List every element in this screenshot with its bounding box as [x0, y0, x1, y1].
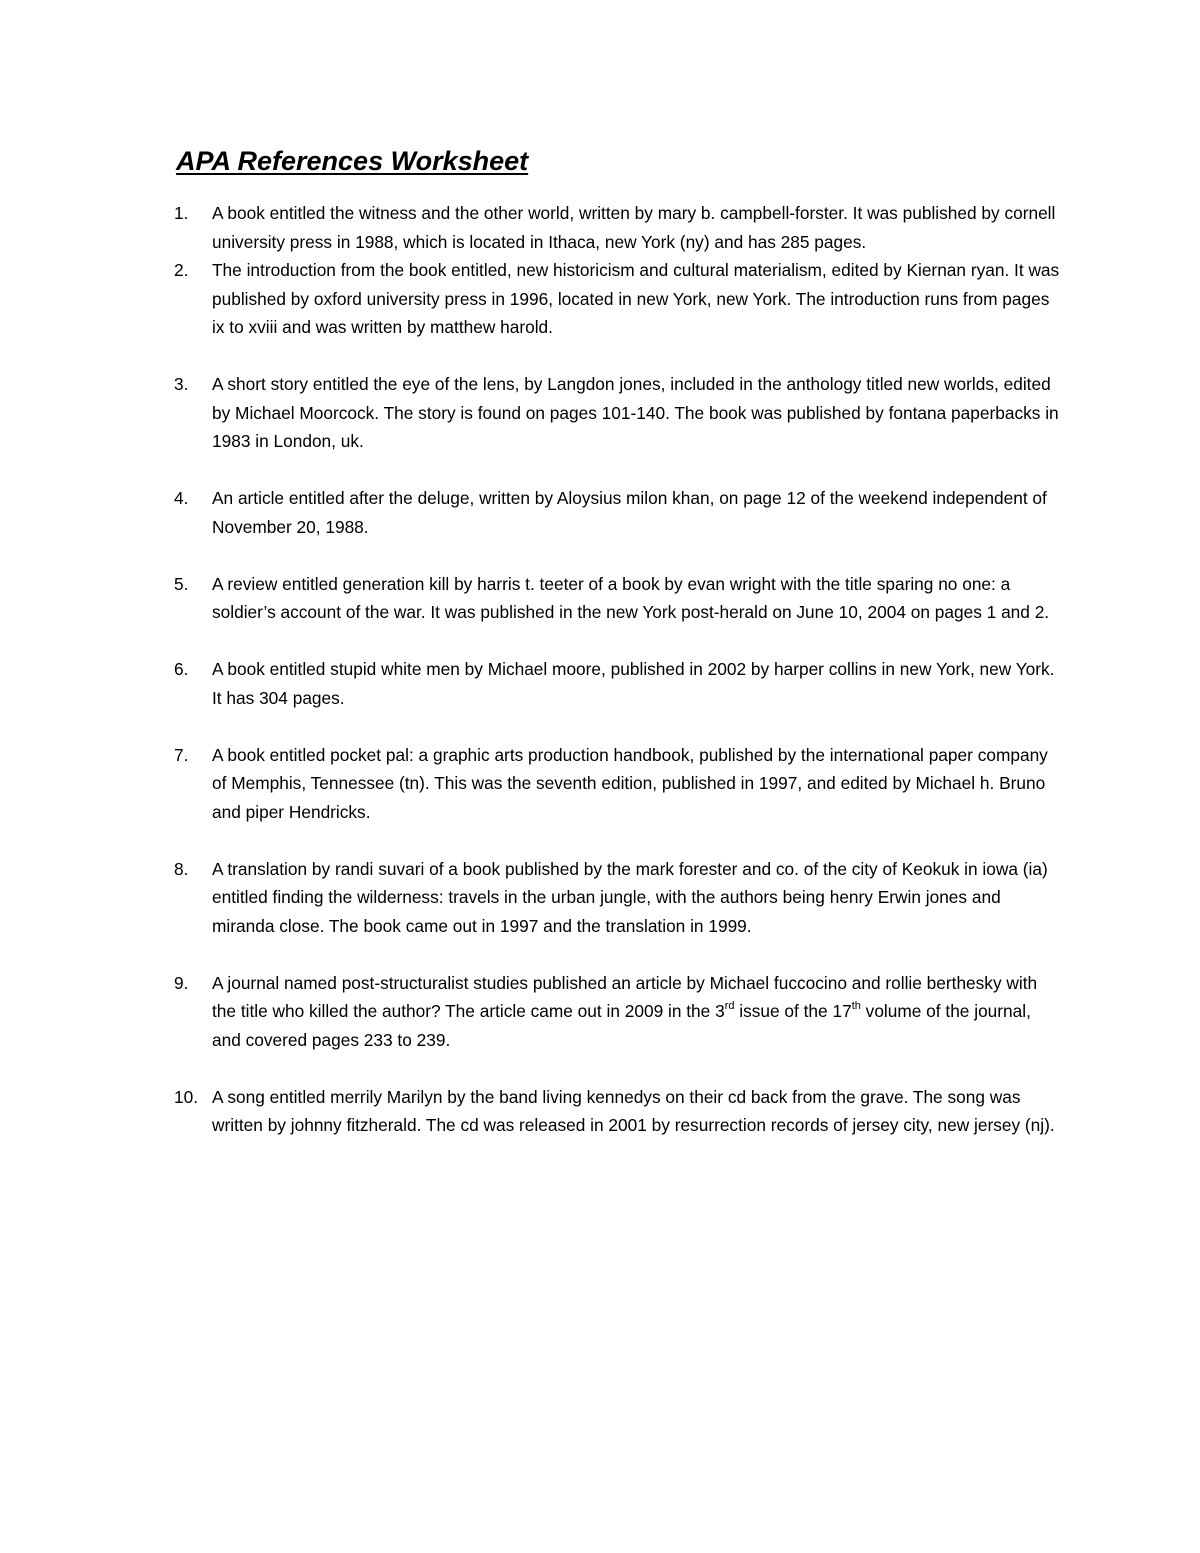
item-text-part: volume of the journal, and covered pages 233 to 239. [212, 1001, 1031, 1050]
list-item-3 [174, 370, 1064, 456]
item-number: 1. [174, 203, 189, 223]
list-item-9 [174, 969, 1064, 1055]
item-number: 7. [174, 744, 189, 765]
item-number: 5. [174, 573, 189, 594]
list-item-8 [174, 855, 1064, 941]
item-text-part: A journal named post-structuralist studies published an article by Michael fuccocino and rollie berthesky with the title who killed the author? The article came out in 2009 in the 3 [212, 972, 1038, 1021]
ordinal-suffix: rd [724, 1000, 735, 1013]
item-number: 2. [174, 260, 189, 280]
list-item-6 [174, 655, 1064, 712]
item-text: A book entitled stupid white men by Michael moore, published in 2002 by harper collins in new York, new York. It has 304 pages. [212, 659, 1055, 708]
list-item-2 [174, 256, 1064, 342]
item-number: 9. [174, 972, 189, 993]
item-text-part: issue of the 17 [734, 1001, 852, 1021]
item-text: A translation by randi suvari of a book published by the mark forester and co. of the city of Keokuk in iowa (ia) entitled finding the wilderness: travels in the urban jungle, with the authors being henry Erwin jones and miranda close. The book came out in 1997 and the translation in 1999. [212, 858, 1048, 936]
item-text [212, 973, 1037, 1050]
list-item-4 [174, 484, 1064, 541]
item-text: A short story entitled the eye of the lens, by Langdon jones, included in the anthology titled new worlds, edited by Michael Moorcock. The story is found on pages 101-140. The book was published by fontana paperbacks in 1983 in London, uk. [212, 374, 1059, 451]
ordinal-suffix: th [851, 1000, 861, 1013]
list-item-5 [174, 570, 1064, 627]
item-text: A book entitled pocket pal: a graphic arts production handbook, published by the international paper company of Memphis, Tennessee (tn). This was the seventh edition, published in 1997, and edited by Michael h. Bruno and piper Hendricks. [212, 744, 1048, 822]
item-text: The introduction from the book entitled, new historicism and cultural materialism, edited by Kiernan ryan. It was published by oxford university press in 1996, located in new York, new York. The introduction runs from pages ix to xviii and was written by matthew harold. [212, 260, 1060, 337]
list-item-1 [174, 199, 1064, 256]
item-number: 3. [174, 374, 189, 394]
reference-list [174, 199, 1064, 1140]
item-number: 10. [174, 1086, 199, 1107]
item-text: A review entitled generation kill by harris t. teeter of a book by evan wright with the title sparing no one: a soldier’s account of the war. It was published in the new York post-herald on June 10, 2004 on pages 1 and 2. [212, 573, 1050, 622]
item-number: 6. [174, 659, 189, 679]
item-text: A book entitled the witness and the other world, written by mary b. campbell-forster. It was published by cornell university press in 1988, which is located in Ithaca, new York (ny) and has 285 pages. [212, 203, 1056, 252]
item-text: An article entitled after the deluge, written by Aloysius milon khan, on page 12 of the weekend independent of November 20, 1988. [212, 488, 1047, 537]
item-number: 8. [174, 858, 189, 879]
item-number: 4. [174, 488, 189, 508]
item-text: A song entitled merrily Marilyn by the band living kennedys on their cd back from the grave. The song was written by johnny fitzherald. The cd was released in 2001 by resurrection records of jersey city, new jersey (nj). [212, 1086, 1055, 1135]
page-title: APA References Worksheet [176, 146, 529, 176]
list-item-7 [174, 741, 1064, 827]
list-item-10 [174, 1083, 1064, 1140]
